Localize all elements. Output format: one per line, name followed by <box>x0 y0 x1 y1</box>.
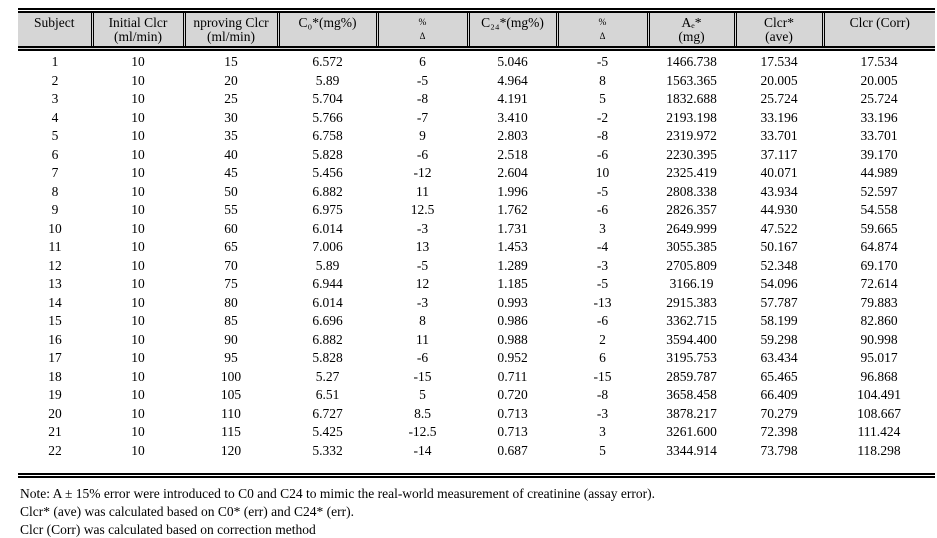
table-cell: 60 <box>224 220 238 236</box>
table-cell: 6.882 <box>312 183 343 199</box>
table-cell: 3344.914 <box>666 442 717 458</box>
table-cell: 15 <box>48 313 62 328</box>
table-cell: 40 <box>224 146 238 162</box>
table-cell: 21 <box>48 424 62 439</box>
table-cell: 3166.19 <box>669 276 714 291</box>
table-cell: -8 <box>596 128 609 143</box>
table-cell: 10 <box>131 146 145 162</box>
table-cell: 6.975 <box>312 202 343 217</box>
table-cell: 115 <box>221 424 241 439</box>
table-cell: 10 <box>131 257 145 273</box>
table-cell: 57.787 <box>760 294 798 310</box>
table-cell: 5 <box>419 387 426 402</box>
table-row <box>18 49 935 72</box>
table-cell: 64.874 <box>860 239 898 254</box>
table-cell: 0.713 <box>497 405 528 421</box>
table-row <box>18 405 935 424</box>
table-row <box>18 442 935 461</box>
table-cell: 17.534 <box>860 54 898 69</box>
header-cell: Clcr (Corr) <box>823 13 935 49</box>
table-cell: 105 <box>220 387 242 402</box>
table-cell: 2915.383 <box>666 294 717 310</box>
table-cell: 10 <box>131 91 145 106</box>
table-cell: 6.014 <box>312 220 343 236</box>
table-cell: 3261.600 <box>666 424 717 439</box>
table-row <box>18 201 935 220</box>
table-cell: 10 <box>131 109 145 125</box>
table-cell: 44.989 <box>860 165 898 180</box>
table-cell: 2 <box>51 72 59 88</box>
table-cell: 47.522 <box>760 220 798 236</box>
table-cell: 2319.972 <box>666 128 717 143</box>
header-cell: Aₑ* (mg) <box>648 13 735 49</box>
table-cell: 10 <box>48 220 62 236</box>
table-body <box>18 49 935 461</box>
table-cell: 79.883 <box>860 294 898 310</box>
table-cell: 0.988 <box>497 331 528 347</box>
table-cell: -6 <box>416 146 429 162</box>
table-cell: 100 <box>220 368 242 384</box>
header-cell: nproving Clcr (ml/min) <box>184 13 278 49</box>
table-cell: -3 <box>596 405 609 421</box>
table-cell: 6.572 <box>312 54 343 69</box>
table-cell: 5.456 <box>312 165 343 180</box>
table-cell: 12 <box>48 257 62 273</box>
table-cell: 10 <box>131 220 145 236</box>
table-cell: 25.724 <box>860 91 898 106</box>
table-bottom-spacer <box>18 460 935 473</box>
table-cell: 33.196 <box>760 109 798 125</box>
note-line: Clcr (Corr) was calculated based on correction method <box>20 522 316 537</box>
table-cell: 66.409 <box>760 387 798 402</box>
table-cell: 5.332 <box>312 442 343 458</box>
table-cell: 65 <box>224 239 238 254</box>
table-row <box>18 127 935 146</box>
table-row <box>18 238 935 257</box>
table-cell: 1.996 <box>497 183 528 199</box>
table-cell: 95.017 <box>860 350 898 365</box>
table-cell: 3878.217 <box>666 405 717 421</box>
table-row <box>18 146 935 165</box>
table-cell: 17.534 <box>760 54 798 69</box>
table-cell: 10 <box>131 128 145 143</box>
table-cell: 4.191 <box>497 91 528 106</box>
table-cell: 11 <box>416 183 429 199</box>
table-cell: 10 <box>131 331 145 347</box>
table-cell: 6.696 <box>312 313 343 328</box>
table-cell: 0.986 <box>497 313 528 328</box>
table-cell: -6 <box>596 313 609 328</box>
table-cell: 0.713 <box>497 424 528 439</box>
table-cell: 2859.787 <box>666 368 717 384</box>
table-cell: 1.289 <box>497 257 528 273</box>
table-row <box>18 423 935 442</box>
table-cell: 85 <box>224 313 238 328</box>
table-cell: 5.766 <box>312 109 343 125</box>
table-cell: 19 <box>48 387 62 402</box>
table-cell: 5.27 <box>315 368 340 384</box>
table-cell: -5 <box>596 183 609 199</box>
table-cell: 8 <box>419 313 426 328</box>
header-cell: C₂₄*(mg%) <box>468 13 557 49</box>
table-cell: 4.964 <box>497 72 528 88</box>
table-row <box>18 72 935 91</box>
table-cell: 40.071 <box>760 165 798 180</box>
table-row <box>18 90 935 109</box>
table-cell: 3195.753 <box>666 350 717 365</box>
header-cell: % Δ <box>557 13 648 49</box>
table-cell: 70.279 <box>760 405 798 421</box>
table-cell: 96.868 <box>860 368 898 384</box>
table-notes <box>20 485 937 538</box>
table-cell: 90 <box>224 331 238 347</box>
table-cell: 3658.458 <box>666 387 717 402</box>
table-row <box>18 386 935 405</box>
table-cell: 52.597 <box>860 183 898 199</box>
table-cell: 45 <box>224 165 238 180</box>
table-cell: -12 <box>413 165 432 180</box>
table-row <box>18 368 935 387</box>
table-cell: 5.89 <box>315 257 340 273</box>
table-cell: 2826.357 <box>666 202 717 217</box>
table-cell: 1466.738 <box>666 54 717 69</box>
note-line: Note: A ± 15% error were introduced to C0 and C24 to mimic the real-world measurement of creatinine (assay error). <box>20 486 655 501</box>
table-cell: 20.005 <box>760 72 798 88</box>
table-cell: 54.096 <box>760 276 798 291</box>
table-cell: 3 <box>599 220 606 236</box>
table-cell: 20 <box>224 72 238 88</box>
header-cell: Initial Clcr (ml/min) <box>92 13 184 49</box>
table-cell: -6 <box>416 350 429 365</box>
table-cell: 10 <box>131 183 145 199</box>
table-cell: 0.720 <box>497 387 528 402</box>
table-cell: 6.51 <box>315 387 340 402</box>
table-cell: -7 <box>416 109 429 125</box>
table-cell: 65.465 <box>760 368 798 384</box>
table-row <box>18 312 935 331</box>
table-cell: 5.828 <box>312 350 343 365</box>
table-cell: 10 <box>131 405 145 421</box>
table-cell: 7.006 <box>312 239 343 254</box>
table-cell: 25 <box>224 91 238 106</box>
table-cell: 6 <box>599 350 606 365</box>
table-cell: 30 <box>224 109 238 125</box>
table-cell: 5 <box>599 91 606 106</box>
table-cell: 5.046 <box>497 54 528 69</box>
table-cell: -5 <box>596 276 609 291</box>
header-cell: Clcr* (ave) <box>735 13 823 49</box>
table-cell: 90.998 <box>860 331 898 347</box>
table-cell: 0.993 <box>497 294 528 310</box>
table-cell: 13 <box>48 276 62 291</box>
table-cell: 39.170 <box>860 146 898 162</box>
table-cell: 118.298 <box>857 442 901 458</box>
table-row <box>18 109 935 128</box>
table-cell: 50.167 <box>760 239 798 254</box>
table-cell: 1.185 <box>497 276 528 291</box>
table-cell: 33.701 <box>860 128 898 143</box>
table-cell: 59.298 <box>760 331 798 347</box>
table-cell: -2 <box>596 109 609 125</box>
table-cell: 10 <box>595 165 610 180</box>
table-cell: 0.687 <box>497 442 528 458</box>
table-cell: 10 <box>131 276 145 291</box>
table-cell: 4 <box>51 109 59 125</box>
table-cell: 37.117 <box>760 146 798 162</box>
table-cell: -5 <box>596 54 609 69</box>
table-cell: 9 <box>419 128 426 143</box>
table-cell: 5.425 <box>312 424 343 439</box>
table-cell: -14 <box>413 442 432 458</box>
table-cell: -8 <box>596 387 609 402</box>
table-cell: 17 <box>48 350 62 365</box>
table-cell: 0.711 <box>497 368 528 384</box>
table-cell: 20.005 <box>860 72 898 88</box>
table-cell: -5 <box>416 72 429 88</box>
table-cell: 1.731 <box>497 220 528 236</box>
subject-table <box>18 13 935 460</box>
table-cell: 43.934 <box>760 183 798 199</box>
table-cell: 6.727 <box>312 405 343 421</box>
table-cell: 16 <box>48 331 62 347</box>
table-cell: 58.199 <box>760 313 798 328</box>
table-cell: 3594.400 <box>666 331 717 347</box>
table-cell: -13 <box>593 294 612 310</box>
table-cell: 2649.999 <box>666 220 717 236</box>
table-cell: 14 <box>48 294 62 310</box>
table-cell: 6 <box>419 54 426 69</box>
table-cell: 33.196 <box>860 109 898 125</box>
table-cell: 7 <box>51 165 59 180</box>
table-cell: 1832.688 <box>666 91 717 106</box>
table-cell: 11 <box>48 239 62 254</box>
table-cell: 0.952 <box>497 350 528 365</box>
table-cell: 104.491 <box>857 387 901 402</box>
table-cell: 6.882 <box>312 331 343 347</box>
table-cell: -3 <box>596 257 609 273</box>
table-cell: 8.5 <box>414 405 431 421</box>
table-cell: 2 <box>599 331 606 347</box>
header-row <box>18 13 935 49</box>
table-cell: -6 <box>596 146 609 162</box>
table-cell: 75 <box>224 276 238 291</box>
table-cell: 50 <box>224 183 238 199</box>
table-cell: 5 <box>51 128 59 143</box>
table-cell: 35 <box>224 128 238 143</box>
table-cell: 120 <box>220 442 242 458</box>
table-cell: 5 <box>599 442 606 458</box>
table-cell: 110 <box>221 405 241 421</box>
table-cell: 12.5 <box>410 202 435 217</box>
table-cell: -4 <box>596 239 609 254</box>
table-cell: 5.704 <box>312 91 343 106</box>
table-cell: 2230.395 <box>666 146 717 162</box>
table-cell: 10 <box>131 165 145 180</box>
table-cell: 72.614 <box>860 276 898 291</box>
table-cell: 9 <box>51 202 59 217</box>
table-cell: 11 <box>416 331 429 347</box>
table-cell: -3 <box>416 220 429 236</box>
table-row <box>18 220 935 239</box>
table-cell: -8 <box>416 91 429 106</box>
header-cell: % Δ <box>377 13 468 49</box>
table-cell: 3055.385 <box>666 239 717 254</box>
table-cell: 6.944 <box>312 276 343 291</box>
table-cell: 18 <box>48 368 62 384</box>
table-cell: 10 <box>131 202 145 217</box>
table-cell: 22 <box>48 442 62 458</box>
table-cell: 10 <box>131 350 145 365</box>
header-cell: Subject <box>18 13 92 49</box>
table-cell: 3 <box>51 91 59 106</box>
subject-table-wrap <box>18 8 935 478</box>
table-row <box>18 183 935 202</box>
table-cell: 1 <box>51 54 59 69</box>
table-cell: 1.762 <box>497 202 528 217</box>
table-cell: 2193.198 <box>666 109 717 125</box>
table-cell: 73.798 <box>760 442 798 458</box>
table-cell: 6 <box>51 146 59 162</box>
table-cell: 13 <box>415 239 430 254</box>
table-cell: -15 <box>593 368 612 384</box>
table-cell: 1.453 <box>497 239 528 254</box>
table-cell: 1563.365 <box>666 72 717 88</box>
table-cell: 2808.338 <box>666 183 717 199</box>
table-cell: 15 <box>224 54 238 69</box>
table-row <box>18 275 935 294</box>
table-cell: 33.701 <box>760 128 798 143</box>
table-cell: 72.398 <box>760 424 798 439</box>
table-cell: 3362.715 <box>666 313 717 328</box>
header-cell: C₀*(mg%) <box>278 13 377 49</box>
table-cell: 10 <box>131 239 145 254</box>
table-cell: 5.828 <box>312 146 343 162</box>
table-cell: 2.604 <box>497 165 528 180</box>
table-cell: 44.930 <box>760 202 798 217</box>
table-cell: 111.424 <box>857 424 901 439</box>
table-cell: 10 <box>131 424 145 439</box>
table-cell: 8 <box>599 72 606 88</box>
table-row <box>18 349 935 368</box>
table-cell: -12.5 <box>408 424 437 439</box>
table-cell: 20 <box>48 405 62 421</box>
table-cell: 10 <box>131 442 145 458</box>
table-cell: 69.170 <box>860 257 898 273</box>
table-cell: 95 <box>224 350 238 365</box>
table-cell: 6.758 <box>312 128 343 143</box>
table-cell: 5.89 <box>315 72 340 88</box>
table-cell: 2.803 <box>497 128 528 143</box>
table-cell: 108.667 <box>857 405 901 421</box>
table-cell: -5 <box>416 257 429 273</box>
table-cell: 80 <box>224 294 238 310</box>
table-cell: 10 <box>131 368 145 384</box>
table-cell: 52.348 <box>760 257 798 273</box>
table-cell: 70 <box>224 257 238 273</box>
table-cell: 2.518 <box>497 146 528 162</box>
table-cell: 82.860 <box>860 313 898 328</box>
table-cell: 10 <box>131 294 145 310</box>
table-row <box>18 331 935 350</box>
table-cell: 2705.809 <box>666 257 717 273</box>
page <box>0 8 937 538</box>
table-cell: 55 <box>224 202 238 217</box>
table-cell: 3 <box>599 424 606 439</box>
table-cell: 10 <box>131 387 145 402</box>
table-cell: 54.558 <box>860 202 898 217</box>
table-row <box>18 164 935 183</box>
table-cell: 59.665 <box>860 220 898 236</box>
table-cell: -6 <box>596 202 609 217</box>
table-cell: 6.014 <box>312 294 343 310</box>
table-cell: 2325.419 <box>666 165 717 180</box>
table-cell: -3 <box>416 294 429 310</box>
note-line: Clcr* (ave) was calculated based on C0* (err) and C24* (err). <box>20 504 354 519</box>
table-cell: -15 <box>413 368 432 384</box>
table-cell: 10 <box>131 313 145 328</box>
table-cell: 10 <box>131 54 145 69</box>
table-row <box>18 294 935 313</box>
table-cell: 12 <box>415 276 430 291</box>
table-cell: 25.724 <box>760 91 798 106</box>
table-cell: 63.434 <box>760 350 798 365</box>
table-cell: 10 <box>131 72 145 88</box>
table-cell: 3.410 <box>497 109 528 125</box>
table-cell: 8 <box>51 183 59 199</box>
table-row <box>18 257 935 276</box>
